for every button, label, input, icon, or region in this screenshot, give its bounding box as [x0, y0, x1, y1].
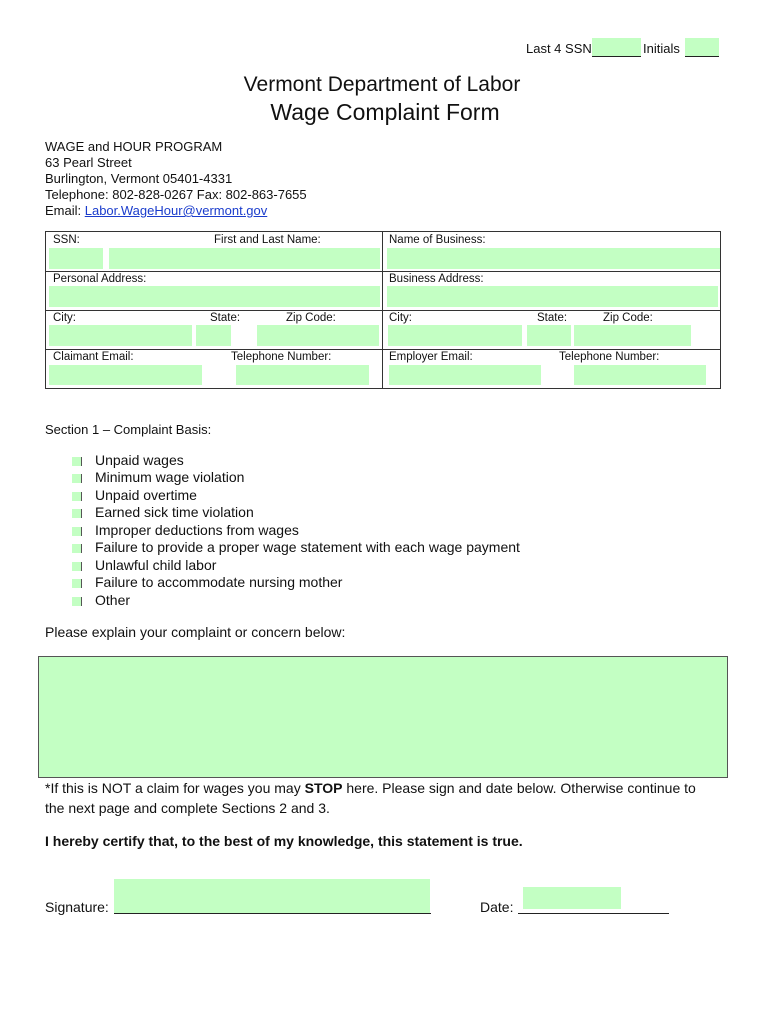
- explain-prompt: Please explain your complaint or concern below:: [45, 624, 346, 640]
- business-zip-field[interactable]: [574, 325, 691, 346]
- option-label: Minimum wage violation: [95, 469, 245, 485]
- certify-statement: I hereby certify that, to the best of my knowledge, this statement is true.: [45, 833, 523, 849]
- business-city-field[interactable]: [388, 325, 522, 346]
- ssn-field[interactable]: [49, 248, 103, 269]
- phone-line: Telephone: 802-828-0267 Fax: 802-863-7655: [45, 187, 307, 202]
- email-label: Email:: [45, 203, 85, 218]
- business-address-label: Business Address:: [389, 273, 484, 285]
- zip-code-label: Zip Code:: [603, 312, 653, 324]
- checkbox-other[interactable]: [72, 597, 82, 606]
- state-label: State:: [210, 312, 241, 324]
- stop-note-stop: STOP: [304, 780, 343, 796]
- city-label: City:: [53, 312, 76, 324]
- email-line: [45, 203, 267, 219]
- grid-divider: [46, 310, 720, 311]
- form-title: Wage Complaint Form: [270, 99, 500, 125]
- claimant-phone-field[interactable]: [236, 365, 369, 385]
- checkbox-wage-statement[interactable]: [72, 544, 82, 553]
- option-label: Failure to provide a proper wage statement with each wage payment: [95, 539, 520, 555]
- option-label: Unpaid wages: [95, 452, 184, 468]
- signature-label: Signature:: [45, 899, 109, 915]
- option-label: Failure to accommodate nursing mother: [95, 574, 343, 590]
- initials-label: Initials: [643, 41, 680, 56]
- option-label: Unlawful child labor: [95, 557, 217, 573]
- complaint-textarea[interactable]: [38, 656, 728, 778]
- stop-note-line2: the next page and complete Sections 2 and 3.: [45, 800, 330, 816]
- grid-divider: [46, 349, 720, 350]
- claimant-email-field[interactable]: [49, 365, 202, 385]
- checkbox-nursing-mother[interactable]: [72, 579, 82, 588]
- state-label: State:: [537, 312, 568, 324]
- personal-state-field[interactable]: [196, 325, 231, 346]
- grid-divider: [382, 232, 383, 388]
- option-label: Other: [95, 592, 131, 608]
- personal-city-field[interactable]: [49, 325, 192, 346]
- date-label: Date:: [480, 899, 514, 915]
- first-last-name-label: First and Last Name:: [214, 234, 321, 246]
- business-address-field[interactable]: [387, 286, 718, 307]
- checkbox-unpaid-overtime[interactable]: [72, 492, 82, 501]
- claimant-email-label: Claimant Email:: [53, 351, 134, 363]
- employer-email-label: Employer Email:: [389, 351, 473, 363]
- personal-zip-field[interactable]: [257, 325, 379, 346]
- city-label: City:: [389, 312, 412, 324]
- checkbox-minimum-wage[interactable]: [72, 474, 82, 483]
- name-field[interactable]: [109, 248, 380, 269]
- street-address: 63 Pearl Street: [45, 155, 132, 170]
- option-label: Unpaid overtime: [95, 487, 197, 503]
- city-line: Burlington, Vermont 05401-4331: [45, 171, 233, 186]
- stop-note-line1: [45, 780, 696, 797]
- option-label: Earned sick time violation: [95, 504, 254, 520]
- department-name: Vermont Department of Labor: [243, 73, 521, 96]
- business-name-label: Name of Business:: [389, 234, 486, 246]
- checkbox-sick-time[interactable]: [72, 509, 82, 518]
- checkbox-child-labor[interactable]: [72, 562, 82, 571]
- telephone-label: Telephone Number:: [559, 351, 660, 363]
- employer-email-field[interactable]: [389, 365, 541, 385]
- checkbox-improper-deductions[interactable]: [72, 527, 82, 536]
- ssn-label: SSN:: [53, 234, 80, 246]
- employer-phone-field[interactable]: [574, 365, 706, 385]
- option-label: Improper deductions from wages: [95, 522, 299, 538]
- signature-field[interactable]: [114, 879, 430, 913]
- stop-note-post: here. Please sign and date below. Otherwise continue to: [342, 780, 696, 796]
- business-state-field[interactable]: [527, 325, 571, 346]
- date-field[interactable]: [523, 887, 621, 909]
- last4-ssn-label: Last 4 SSN: [526, 41, 592, 56]
- telephone-label: Telephone Number:: [231, 351, 332, 363]
- email-link[interactable]: Labor.WageHour@vermont.gov: [84, 203, 268, 218]
- grid-divider: [46, 271, 720, 272]
- zip-code-label: Zip Code:: [286, 312, 336, 324]
- stop-note-pre: *If this is NOT a claim for wages you may: [45, 780, 305, 796]
- personal-address-field[interactable]: [49, 286, 380, 307]
- business-name-field[interactable]: [387, 248, 720, 269]
- checkbox-unpaid-wages[interactable]: [72, 457, 82, 466]
- program-name: WAGE and HOUR PROGRAM: [45, 139, 223, 154]
- last4-ssn-field[interactable]: [592, 38, 641, 57]
- date-line: [518, 913, 669, 914]
- info-grid: [45, 231, 721, 389]
- initials-field[interactable]: [685, 38, 719, 57]
- personal-address-label: Personal Address:: [53, 273, 147, 285]
- section1-title: Section 1 – Complaint Basis:: [45, 422, 212, 437]
- signature-line: [114, 913, 431, 914]
